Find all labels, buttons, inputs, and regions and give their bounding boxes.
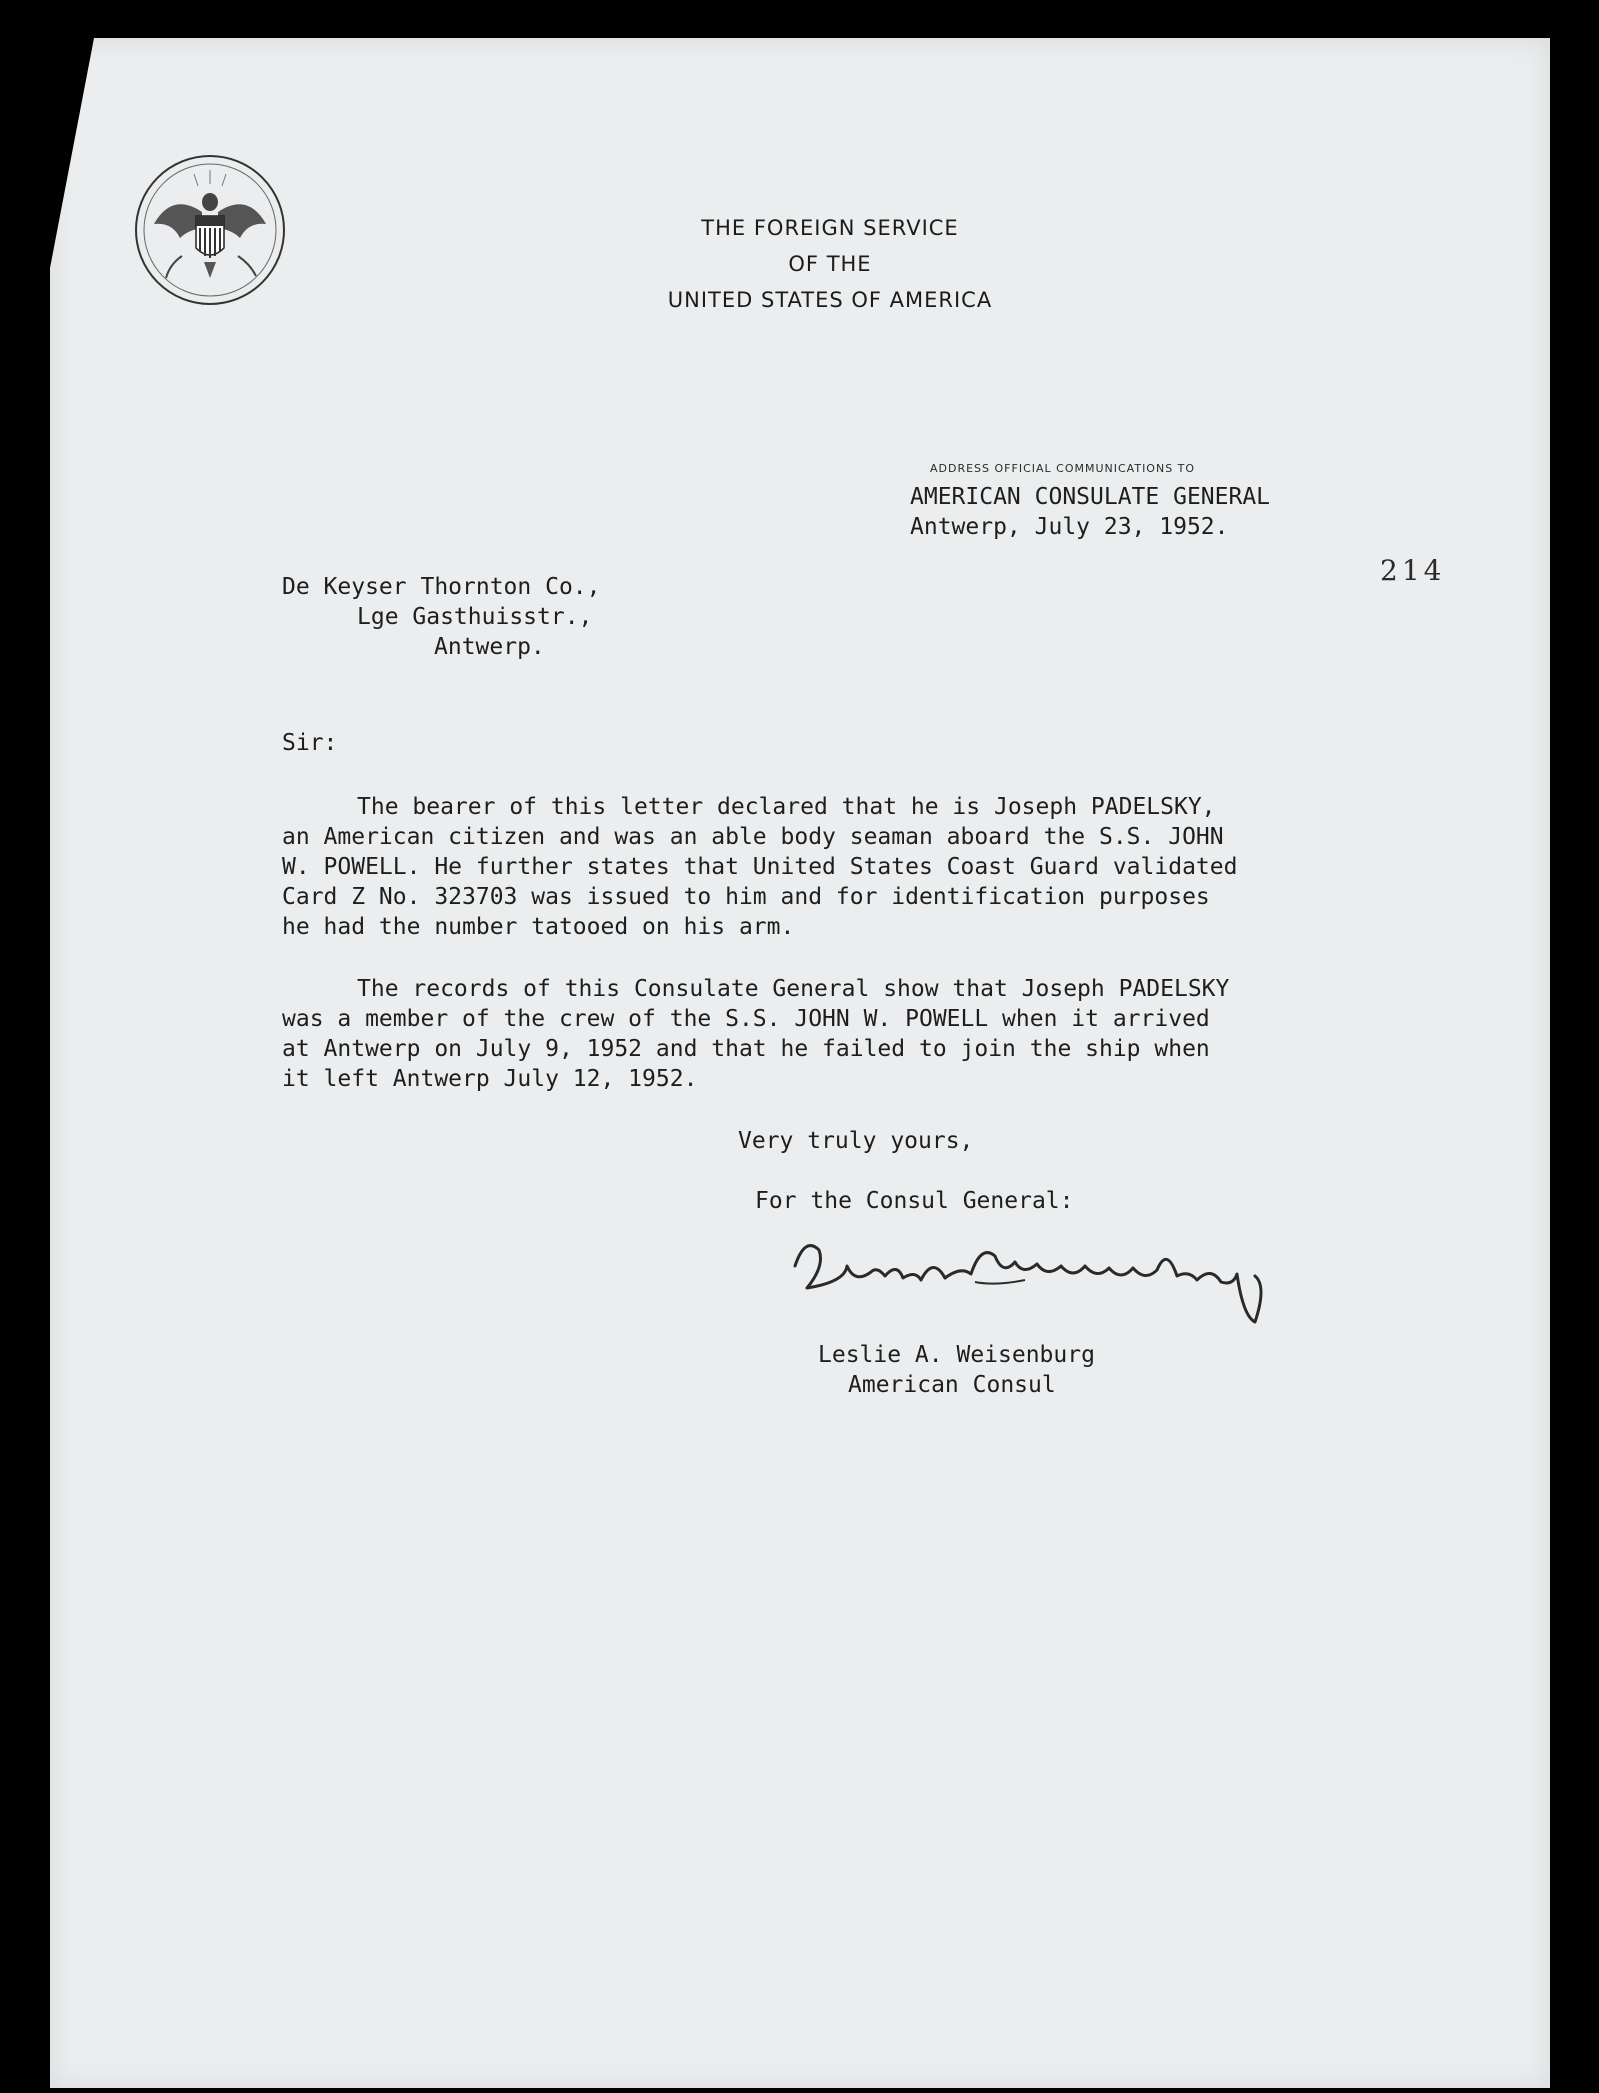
for-consul-line: For the Consul General: [755, 1188, 1074, 1214]
paragraph-line: an American citizen and was an able body seaman aboard the S.S. JOHN [282, 824, 1224, 850]
addressee-block [282, 572, 601, 662]
paragraph-line: The bearer of this letter declared that he is Joseph PADELSKY, [357, 794, 1216, 820]
letterhead-line: UNITED STATES OF AMERICA [667, 288, 993, 312]
place-date: Antwerp, July 23, 1952. [910, 514, 1229, 540]
paragraph-1 [282, 792, 1237, 942]
closing: Very truly yours, [738, 1128, 974, 1154]
paragraph-line: was a member of the crew of the S.S. JOHN W. POWELL when it arrived [282, 1006, 1210, 1032]
consulate-address [910, 482, 1270, 542]
signer-title: American Consul [848, 1372, 1056, 1398]
addressee-line: Lge Gasthuisstr., [357, 604, 593, 630]
page-number: 214 [1380, 554, 1446, 587]
letterhead-line: OF THE [788, 252, 872, 276]
paragraph-2 [282, 974, 1229, 1094]
letterhead [530, 210, 1130, 318]
paragraph-line: it left Antwerp July 12, 1952. [282, 1066, 698, 1092]
address-caption: ADDRESS OFFICIAL COMMUNICATIONS TO [930, 462, 1196, 475]
consulate-office: AMERICAN CONSULATE GENERAL [910, 484, 1271, 510]
signer-block [818, 1340, 1095, 1400]
salutation: Sir: [282, 730, 338, 756]
paragraph-line: he had the number tatooed on his arm. [282, 914, 795, 940]
addressee-line: Antwerp. [434, 634, 545, 660]
torn-corner [50, 38, 94, 268]
addressee-line: De Keyser Thornton Co., [282, 574, 601, 600]
letter-page [50, 38, 1550, 2088]
paragraph-line: The records of this Consulate General show that Joseph PADELSKY [357, 976, 1230, 1002]
paragraph-line: W. POWELL. He further states that United States Coast Guard validated [282, 854, 1238, 880]
great-seal-icon [132, 152, 288, 308]
signer-name: Leslie A. Weisenburg [818, 1342, 1095, 1368]
letterhead-line: THE FOREIGN SERVICE [701, 216, 959, 240]
handwritten-signature [785, 1226, 1325, 1326]
paragraph-line: at Antwerp on July 9, 1952 and that he failed to join the ship when [282, 1036, 1210, 1062]
paragraph-line: Card Z No. 323703 was issued to him and for identification purposes [282, 884, 1210, 910]
